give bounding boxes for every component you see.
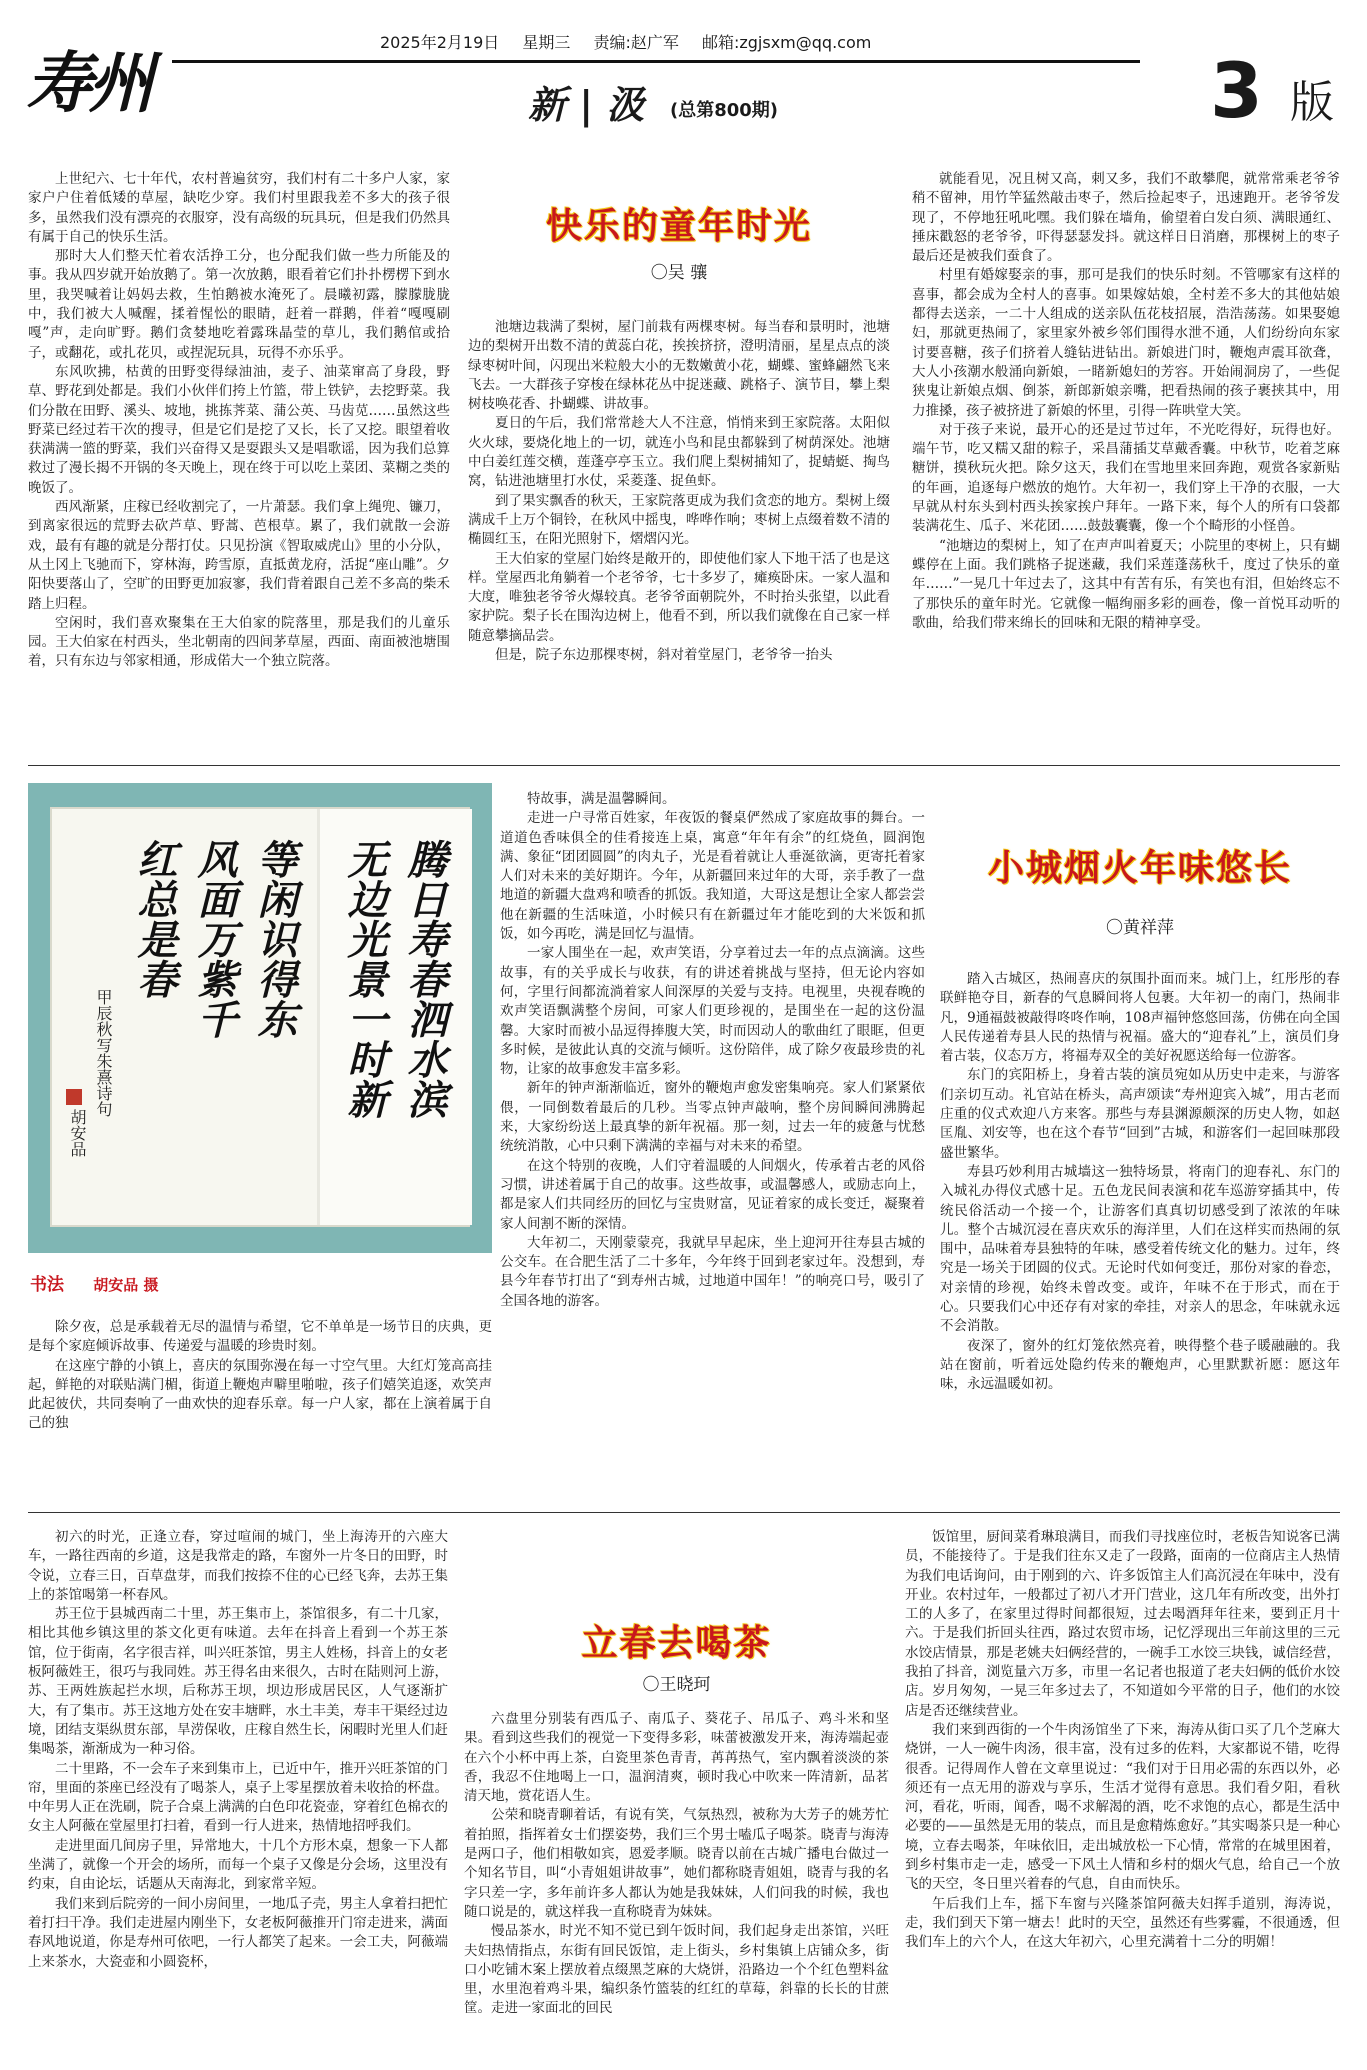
article2-column-left [28, 1318, 492, 1500]
paragraph: 王大伯家的堂屋门始终是敞开的，即使他们家人下地干活了也是这样。堂屋西北角躺着一个老爷爷，七十多岁了，瘫痪卧床。一家人温和大度，唯独老爷爷火爆较真。老爷爷面朝院外，不时抬头张望，以此看家护院。梨子长在围沟边树上，他看不到，所以我们就像在自己家一样随意攀摘品尝。 [468, 550, 890, 644]
article1-column-1 [28, 170, 450, 745]
paragraph: 夜深了，窗外的红灯笼依然亮着，映得整个巷子暖融融的。我站在窗前，听着远处隐约传来的鞭炮声，心里默默祈愿：愿这年味，永远温暖如初。 [940, 1337, 1340, 1393]
caption-credit: 胡安品 摄 [93, 1276, 159, 1294]
header-rule [172, 60, 1140, 63]
paragraph: 我们来到后院旁的一间小房间里，一地瓜子壳，男主人拿着扫把忙着打扫干净。我们走进屋内刚坐下，女老板阿薇推开门帘走进来，满面春风地说道，你是寿州可依吧，一行人都笑了起来。一会工夫，阿薇端上来茶水，大瓷壶和小圆瓷杯， [28, 1895, 448, 1970]
calligraphy-line-4: 风面万紫千 [191, 839, 238, 1039]
editor: 责编:赵广军 [593, 33, 679, 52]
article3-author: 〇王晓珂 [642, 1675, 711, 1695]
calligraphy-signature: 胡安品 [68, 1109, 87, 1157]
masthead [0, 0, 1367, 160]
header-info [380, 30, 889, 53]
paragraph: 那时大人们整天忙着农活挣工分，也分配我们做一些力所能及的事。我从四岁就开始放鹅了。第一次放鹅，眼看着它们扑扑楞楞下到水里，我哭喊着让妈妈去救，生怕鹅被水淹死了。晨曦初露，朦朦胧胧中，我们被大人喊醒，揉着惺忪的眼睛，赶着一群鹅，伴着“嘎嘎刷嘎”声，走向旷野。鹅们贪婪地吃着露珠晶莹的草儿，我们鹅倌或拾子，或翻花，或扎花贝，或捏泥玩具，玩得不亦乐乎。 [28, 248, 450, 361]
issue-number: (总第800期) [670, 100, 779, 121]
paragraph: 到了果实飘香的秋天，王家院落更成为我们贪恋的地方。梨树上缀满成千上万个铜铃，在秋风中摇曳，哗哗作响；枣树上点缀着数不清的椭圆红玉，在阳光照射下，熠熠闪光。 [468, 492, 890, 548]
paragraph: 村里有婚嫁娶亲的事，那可是我们的快乐时刻。不管哪家有这样的喜事，都会成为全村人的喜事。如果嫁姑娘，全村差不多大的其他姑娘都得去送亲，一二十人组成的送亲队伍花枝招展，浩浩荡荡。如果娶媳妇，那就更热闹了，家里家外被乡邻们围得水泄不通，人们纷纷向东家讨要喜糖，孩子们挤着人缝钻进钻出。新娘进门时，鞭炮声震耳欲聋，大人小孩潮水般涌向新娘，一睹新媳妇的芳容。开始闹洞房了，一些促狭鬼让新娘点烟、倒茶，新郎新娘亲嘴，把看热闹的孩子裹挟其中，用力推搡，孩子被挤进了新娘的怀里，引得一阵哄堂大笑。 [912, 267, 1340, 419]
paragraph: 在这个特别的夜晚，人们守着温暖的人间烟火，传承着古老的风俗习惯，讲述着属于自己的故事。这些故事，或温馨感人，或励志向上，都是家人们共同经历的回忆与宝贵财富，见证着家的成长变迁，凝聚着家人间割不断的深情。 [500, 1157, 925, 1232]
calligraphy-line-1: 腾日寿春泗水滨 [401, 839, 448, 1119]
calligraphy-line-2: 无边光景一时新 [341, 839, 388, 1119]
paragraph: 上世纪六、七十年代，农村普遍贫穷，我们村有二十多户人家，家家户户住着低矮的草屋，缺吃少穿。我们村里跟我差不多大的孩子很多，虽然我们没有漂亮的衣服穿，没有高级的玩具玩，但是我们仍然具有属于自己的快乐生活。 [28, 171, 450, 245]
article1-author: 〇吴 骧 [650, 263, 708, 283]
paragraph: 公荣和晓青聊着话，有说有笑，气氛热烈，被称为大芳子的姚芳忙着拍照，指挥着女士们摆姿势，我们三个男士嗑瓜子喝茶。晓青与海涛是两口子，他们相敬如宾，恩爱孝顺。晓青以前在古城广播电台做过一个知名节目，叫“小青姐姐讲故事”，她们都称晓青姐姐，晓青与我的名字只差一字，多年前许多人都认为她是我妹妹，人们问我的时候，我也随口说是的，就这样我一直称晓青为妹妹。 [464, 1807, 889, 1920]
photo-caption [30, 1270, 158, 1295]
paragraph: 初六的时光，正逢立春，穿过喧闹的城门，坐上海涛开的六座大车，一路往西南的乡道，这是我常走的路，车窗外一片冬日的田野，时令说，立春三日，百草盘芽，而我们按捺不住的心已经飞奔，去苏王集上的茶馆喝第一杯春风。 [28, 1529, 448, 1603]
article2-column-middle [500, 790, 925, 1500]
paragraph: 特故事，满是温馨瞬间。 [527, 791, 676, 807]
paragraph: 六盘里分别装有西瓜子、南瓜子、葵花子、吊瓜子、鸡斗米和坚果。看到这些我们的视觉一下变得多彩，味蕾被激发开来，海涛端起壶在六个小杯中再上茶，白瓷里茶色青青，苒苒热气，室内飘着淡淡的茶香，我忍不住地喝上一口，温润清爽，顿时我心中吹来一阵清新，品茗清天地，赏花语人生。 [464, 1711, 889, 1805]
paragraph: 东门的宾阳桥上，身着古装的演员宛如从历史中走来，与游客们亲切互动。礼官站在桥头，高声颂读“寿州迎宾入城”，用古老而庄重的仪式欢迎八方来客。那些与寿县渊源颇深的历史人物，如赵匡胤、刘安等，也在这个春节“回到”古城，和游客们一起回味那段盛世繁华。 [940, 1067, 1340, 1161]
paragraph: 对于孩子来说，最开心的还是过节过年，不光吃得好，玩得也好。端午节，吃又糯又甜的粽子，采昌蒲插艾草戴香囊。中秋节，吃着芝麻糖饼，摸秋玩火把。除夕这天，我们在雪地里来回奔跑，观赏各家新贴的年画，追逐每户燃放的炮竹。大年初一，我们穿上干净的衣服，一大早就从村东头到村西头挨家挨户拜年。一路下来，每个人的所有口袋都装满花生、瓜子、米花团……鼓鼓囊囊，像一个个畸形的小怪兽。 [912, 421, 1340, 535]
calligraphy-paper [50, 807, 470, 1227]
article3-title: 立春去喝茶 [581, 1622, 772, 1664]
article2-title: 小城烟火年味悠长 [987, 847, 1292, 889]
calligraphy-photo [28, 783, 492, 1253]
section-divider [28, 765, 1340, 766]
article3-column-3 [905, 1528, 1340, 2063]
paragraph: 慢品茶水，时光不知不觉已到午饭时间，我们起身走出茶馆，兴旺夫妇热情指点，东街有回民饭馆，走上街头，乡村集镇上店铺众多，街口小吃铺木案上摆放着点缀黑芝麻的大烧饼，沿路边一个个红色塑料盆里，水里泡着鸡斗果，编织条竹篮装的红红的草莓，斜靠的长长的甘蔗筐。走进一家面北的回民 [464, 1923, 889, 2017]
paragraph: 寿县巧妙利用古城墙这一独特场景，将南门的迎春礼、东门的入城礼办得仪式感十足。五色龙民间表演和花车巡游穿插其中，传统民俗活动一个接一个，让游客们真真切切感受到了浓浓的年味儿。整个古城沉浸在喜庆欢乐的海洋里，人们在这样实而热闹的氛围中，品味着寿县独特的年味，感受着传统文化的魅力。过年，终究是一场关于团圆的仪式。无论时代如何变迁，那份对家的眷恋，对亲情的珍视，始终未曾改变。或许，年味不在于形式，而在于心。只要我们心中还存有对家的牵挂，对亲人的思念，年味就永远不会消散。 [940, 1163, 1340, 1335]
page-number: 3 [1210, 46, 1263, 135]
paragraph: 在这座宁静的小镇上，喜庆的氛围弥漫在每一寸空气里。大红灯笼高高挂起，鲜艳的对联贴满门楣，街道上鞭炮声噼里啪啦，孩子们嬉笑追逐，欢笑声此起彼伏，共同奏响了一曲欢快的迎春乐章。每一户人家，都在上演着属于自己的独 [28, 1357, 492, 1432]
paragraph: 走进一户寻常百姓家，年夜饭的餐桌俨然成了家庭故事的舞台。一道道色香味俱全的佳肴接连上桌，寓意“年年有余”的红烧鱼，圆润饱满、象征“团团圆圆”的肉丸子，光是看着就让人垂涎欲滴，更寄托着家人们对未来的美好期许。今年，从新疆回来过年的大哥，亲手教了一盘地道的新疆大盘鸡和喷香的抓饭。我知道，大哥这是想让全家人都尝尝他在新疆的生活味道，小时候只有在新疆过年才能吃到的大米饭和抓饭，如今再吃，满是回忆与温情。 [500, 810, 925, 943]
email: 邮箱:zgjsxm@qq.com [701, 33, 872, 52]
calligraphy-line-3: 等闲识得东 [251, 839, 298, 1039]
calligraphy-line-5: 红总是春 [131, 839, 178, 999]
newspaper-logo: 寿州 [26, 44, 150, 122]
paragraph: 我们来到西街的一个牛肉汤馆坐了下来，海涛从街口买了几个芝麻大烧饼，一人一碗牛肉汤，很丰富，没有过多的佐料，大家都说不错，吃得很香。记得周作人曾在文章里说过：“我们对于日用必需的东西以外，必须还有一点无用的游戏与享乐，生活才觉得有意思。我们看夕阳，看秋河，看花，听雨，闻香，喝不求解渴的酒，吃不求饱的点心，都是生活中必要的——虽然是无用的装点，而且是愈精炼愈好。”其实喝茶只是一种心境，立春去喝茶，年味依旧，走出城放松一下心情，常常的在城里困着，到乡村集市走一走，感受一下风土人情和乡村的烟火气息，给自己一个放飞的天空，冬日里兴着春的气息，自由而快乐。 [905, 1721, 1340, 1893]
issue-date: 2025年2月19日 [380, 33, 500, 52]
issue-weekday: 星期三 [522, 33, 571, 52]
paragraph: 走进里面几间房子里，异常地大，十几个方形木桌，想象一下人都坐满了，就像一个开会的场所，而每一个桌子又像是分会场，这里没有约束，自由论坛，话题从天南海北，到家常辛短。 [28, 1837, 448, 1893]
paragraph: 午后我们上车，摇下车窗与兴隆茶馆阿薇夫妇挥手道别，海涛说，走，我们到天下第一塘去！此时的天空，虽然还有些雾霾，不很通透，但我们车上的六个人，在这大年初六，心里充满着十二分的明媚！ [905, 1895, 1340, 1951]
article3-column-1 [28, 1528, 448, 2063]
article1-column-3 [912, 170, 1340, 745]
article3-column-2 [464, 1710, 889, 2063]
section-name: 新 | 汲 [528, 82, 645, 127]
paragraph: 空闲时，我们喜欢聚集在王大伯家的院落里，那是我们的儿童乐园。王大伯家在村西头，坐北朝南的四间茅草屋，西面、南面被池塘围着，只有东边与邻家相通，形成偌大一个独立院落。 [28, 614, 450, 670]
paragraph: 踏入古城区，热闹喜庆的氛围扑面而来。城门上，红彤彤的春联鲜艳夺目，新春的气息瞬间将人包裹。大年初一的南门，热闹非凡，9通福鼓被敲得咚咚作响，108声福钟悠悠回荡，仿佛在向全国人民传递着寿县人民的热情与祝福。盛大的“迎春礼”上，演员们身着古装，仪态万方，将福寿双全的美好祝愿送给每一位游客。 [940, 971, 1340, 1065]
paragraph: “池塘边的梨树上，知了在声声叫着夏天；小院里的枣树上，只有蝴蝶停在上面。我们跳格子捉迷藏，我们采莲蓬荡秋千，度过了快乐的童年……”一晃几十年过去了，这其中有苦有乐，有笑也有泪，但始终忘不了那快乐的童年时光。它就像一幅绚丽多彩的画卷，像一首悦耳动听的歌曲，给我们带来绵长的回味和无限的精神享受。 [912, 537, 1340, 631]
paragraph: 夏日的午后，我们常常趁大人不注意，悄悄来到王家院落。太阳似火火球，要烧化地上的一切，就连小鸟和昆虫都躲到了树荫深处。池塘中白姜红莲交横，莲蓬亭亭玉立。我们爬上梨树捕知了，捉蜻蜓、掏鸟窝，钻进池塘里打水仗，采菱蓬、捉鱼虾。 [468, 415, 890, 490]
caption-tag: 书法 [30, 1275, 64, 1295]
paragraph: 除夕夜，总是承载着无尽的温情与希望，它不单单是一场节日的庆典，更是每个家庭倾诉故事、传递爱与温暖的珍贵时刻。 [28, 1319, 492, 1355]
page-unit: 版 [1290, 77, 1334, 128]
calligraphy-inscription: 甲辰秋写朱熹诗句 [94, 989, 113, 1117]
article2-author: 〇黄祥萍 [1106, 918, 1174, 938]
paragraph: 池塘边栽满了梨树，屋门前栽有两棵枣树。每当春和景明时，池塘边的梨树开出数不清的黄蕊白花，挨挨挤挤，澄明清丽，星星点点的淡绿枣树叶间，闪现出米粒般大小的无数嫩黄小花，蝴蝶、蜜蜂翩然飞来飞去。一大群孩子穿梭在绿林花丛中捉迷藏、跳格子、演节目，攀上梨树枝唤花香、扑蝴蝶、讲故事。 [468, 319, 890, 413]
paragraph: 苏王位于县城西南二十里，苏王集市上，茶馆很多，有二十几家，相比其他乡镇这里的茶文化更有味道。去年在抖音上看到一个苏王茶馆，位于街南，名字很吉祥，叫兴旺茶馆，男主人姓杨，抖音上的女老板阿薇姓王，很巧与我同姓。苏王得名由来很久，古时在陆则河上游，苏、王两姓族起拦水坝，后称苏王坝，坝边形成居民区，人气逐渐扩大，有了集市。苏王这地方处在安丰塘畔，水土丰美，寿丰干渠经过边境，团结支渠纵贯东部，旱涝保收，庄稼自然生长，闲暇时光里人们赶集喝茶，渐渐成为一种习俗。 [28, 1606, 448, 1758]
article1-column-2 [468, 318, 890, 745]
paragraph: 西风渐紧，庄稼已经收割完了，一片萧瑟。我们拿上绳兜、镰刀，到离家很远的荒野去砍芦草、野蒿、芭根草。累了，我们就散一会游戏，最有有趣的就是分帮打仗。只见扮演《智取威虎山》里的小分队，从土冈上飞驰而下，穿林海，跨雪原，直抵黄龙府，活捉“座山雕”。夕阳快要落山了，空旷的田野更加寂寥，我们背着跟自己差不多高的柴禾踏上归程。 [28, 499, 450, 612]
paragraph: 东风吹拂，枯黄的田野变得绿油油，麦子、油菜窜高了身段，野草、野花到处都是。我们小伙伴们挎上竹篮，带上铁铲，去挖野菜。我们分散在田野、溪头、坡地，挑拣荠菜、蒲公英、马齿苋……虽然这些野菜已经过若干次的搜寻，但是它们是挖了又长，长了又挖。眼望着收获满满一篮的野菜，我们兴奋得又是耍跟头又是唱歌谣，因为我们总算救过了漫长揭不开锅的冬天晚上，现在终于可以吃上菜团、菜糊之类的晚饭了。 [28, 363, 450, 496]
paragraph: 新年的钟声渐渐临近，窗外的鞭炮声愈发密集响亮。家人们紧紧依偎，一同倒数着最后的几秒。当零点钟声敲响，整个房间瞬间沸腾起来，大家纷纷送上最真挚的新年祝福。那一刻，过去一年的疲惫与忧愁统统消散，心中只剩下满满的幸福与对未来的希望。 [500, 1080, 925, 1155]
paragraph: 一家人围坐在一起，欢声笑语，分享着过去一年的点点滴滴。这些故事，有的关乎成长与收获，有的讲述着挑战与坚持，但无论内容如何，字里行间都流淌着家人间深厚的关爱与支持。电视里，央视春晚的欢声笑语飘满整个房间，可家人们更珍视的，是围坐在一起的这份温馨。大家时而被小品逗得捧腹大笑，时而因动人的歌曲红了眼眶，但更多时候，是彼此认真的交流与倾听。这份陪伴，成了除夕夜最珍贵的礼物，让家的故事愈发丰富多彩。 [500, 945, 925, 1078]
section-divider [28, 1512, 1340, 1513]
paragraph: 就能看见，况且树又高，刺又多，我们不敢攀爬，就常常乘老爷爷稍不留神，用竹竿猛然敲击枣子，然后捡起枣子，迅速跑开。老爷爷发现了，不停地狂吼叱嘿。我们躲在墙角，偷望着白发白须、满眼通红、捶床戳怒的老爷爷，吓得瑟瑟发抖。就这样日日消磨，那棵树上的枣子最后还是被我们蚕食了。 [912, 171, 1340, 265]
article1-title: 快乐的童年时光 [545, 205, 812, 247]
paragraph: 饭馆里，厨间菜肴琳琅满目，而我们寻找座位时，老板告知说客已满员，不能接待了。于是我们往东又走了一段路，面南的一位商店主人热情为我们电话询问，由于刚到的六、许多饭馆主人们高沉浸在年味中，没有开业。农村过年，一般都过了初八才开门营业，这几年有所改变，出外打工的人多了，在家里过得时间都很短，过去喝酒拜年往来，要到正月十六。于是我们折回头往西，路过农贸市场，记忆浮现出三年前这里的三元水饺店情景，那是老姚夫妇俩经营的，一碗手工水饺三块钱，诚信经营，我拍了抖音，浏览量六万多，市里一名记者也报道了老夫妇俩的低价水饺店。岁月匆匆，一晃三年多过去了，不知道如今平常的日子，他们的水饺店是否还继续营业。 [905, 1529, 1340, 1719]
article2-column-right [940, 970, 1340, 1500]
paragraph: 二十里路，不一会车子来到集市上，已近中午，推开兴旺茶馆的门帘，里面的茶座已经没有了喝茶人，桌子上零星摆放着未收拾的杯盘。中年男人正在洗刷，院子合桌上满满的白色印花瓷壶，穿着红色棉衣的女主人阿薇在堂屋里打扫着，看到一行人进来，热情地招呼我们。 [28, 1760, 448, 1835]
paragraph: 但是，院子东边那棵枣树，斜对着堂屋门，老爷爷一抬头 [495, 647, 833, 664]
red-seal-icon [66, 1089, 82, 1105]
paragraph: 大年初二，天刚蒙蒙亮，我就早早起床，坐上迎河开往寿县古城的公交车。在合肥生活了二十多年，今年终于回到老家过年。没想到，寿县今年春节打出了“到寿州古城，过地道中国年！”的响亮口号，吸引了全国各地的游客。 [500, 1234, 925, 1309]
